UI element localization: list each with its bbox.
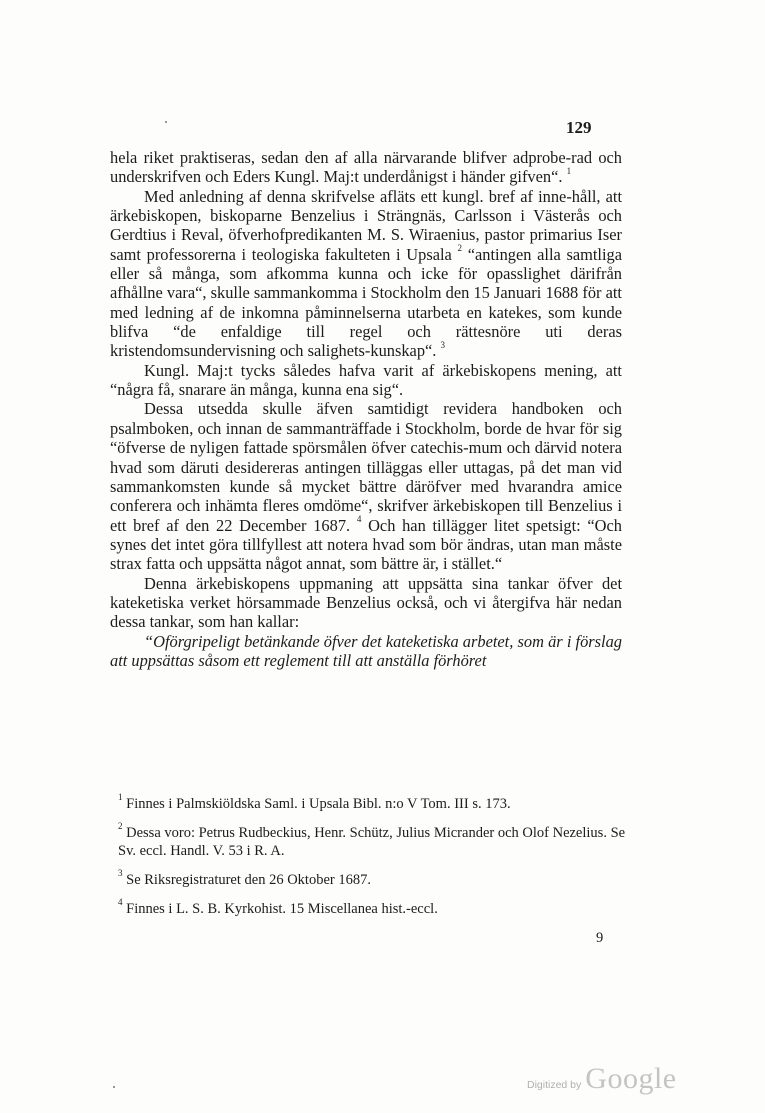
footnote-mark: 1 (118, 792, 123, 803)
google-logo: Google (585, 1062, 677, 1095)
paragraph-4 (110, 399, 622, 573)
speck (165, 121, 167, 123)
paragraph-5 (110, 574, 622, 632)
paragraph-4-tail: Och han tillägger litet spetsigt: “Och synes det intet göra tillfyllest att notera hvad som bör ändras, utan man måste strax fatta och uppsätta något annat, som bättre är, i stället.“ (110, 515, 622, 574)
footnote-4 (110, 897, 630, 918)
page-number: 129 (566, 118, 592, 137)
digitized-watermark (527, 1062, 677, 1096)
body-text (110, 148, 622, 670)
footnote-ref-4: 4 (356, 514, 362, 525)
footnote-mark: 4 (118, 897, 123, 908)
paragraph-4-text: Dessa utsedda skulle äfven samtidigt revidera handboken och psalmboken, och innan de sammanträffade i Stockholm, borde de hvar för sig “öfverse de nyligen fattade spörsmålen öfver catechis-mum och därvid notera hvad som däruti desidereras antingen tilläggas eller uttagas, på det man vid sammankomsten kunde så mycket bättre däröfver med hvarandra amice conferera och inhämta fleres omdöme“, skrifver ärkebiskopen till Benzelius i ett bref af den 22 December 1687. (110, 399, 622, 535)
quote-title: “Oförgripeligt betänkande öfver det kateketiska arbetet, som är i förslag att uppsättas såsom ett reglement till att anställa förhöret (110, 631, 622, 670)
footnote-ref-2: 2 (457, 243, 463, 254)
footnote-3 (110, 868, 630, 889)
paragraph-3-text: Kungl. Maj:t tycks således hafva varit af ärkebiskopens mening, att “några få, snarare än många, kunna ena sig“. (110, 360, 622, 400)
paragraph-5-text: Denna ärkebiskopens uppmaning att uppsätta sina tankar öfver det kateketiska verket hörsammade Benzelius också, och vi återgifva här nedan dessa tankar, som han kallar: (110, 573, 622, 632)
footnote-text: Se Riksregistraturet den 26 Oktober 1687. (126, 872, 371, 888)
signature-mark: 9 (596, 930, 604, 946)
paragraph-1 (110, 148, 622, 187)
watermark-prefix: Digitized by (527, 1079, 582, 1091)
footnote-mark: 3 (118, 868, 123, 879)
paragraph-2-text: Med anledning af denna skrifvelse afläts ett kungl. bref af inne-håll, att ärkebiskopen, biskoparne Benzelius i Strängnäs, Carlsson i Västerås och Gerdtius i Reval, öfverhofpredikanten M. S. Wiraenius, pastor primarius Iser samt professorerna i teologiska fakulteten i Upsala (110, 186, 622, 264)
paragraph-2 (110, 187, 622, 361)
footnote-ref-3: 3 (440, 339, 446, 350)
paragraph-2-tail: “antingen alla samtliga eller så många, som afkomma kunna och icke för opasslighet därifrån afhållne vara“, skulle sammankomma i Stockholm den 15 Januari 1688 för att med ledning af de inkomna påminnelserna utarbeta en katekes, som kunde blifva “de enfaldige till regel och rättesnöre uti deras kristendomsundervisning och salighets-kunskap“. (110, 244, 623, 361)
footnote-1 (110, 792, 630, 813)
footnotes (110, 792, 630, 929)
speck (113, 1086, 115, 1088)
footnote-mark: 2 (118, 821, 123, 832)
footnote-2 (110, 821, 630, 860)
footnote-text: Dessa voro: Petrus Rudbeckius, Henr. Schütz, Julius Micrander och Olof Nezelius. Se Sv. eccl. Handl. V. 53 i R. A. (118, 825, 626, 859)
footnote-text: Finnes i Palmskiöldska Saml. i Upsala Bibl. n:o V Tom. III s. 173. (126, 796, 511, 812)
paragraph-3 (110, 361, 622, 400)
paragraph-1-text: hela riket praktiseras, sedan den af alla närvarande blifver adprobe-rad och underskrifven och Eders Kungl. Maj:t underdånigst i händer gifven“. (110, 148, 622, 187)
footnote-text: Finnes i L. S. B. Kyrkohist. 15 Miscellanea hist.-eccl. (126, 901, 438, 917)
footnote-ref-1: 1 (566, 165, 572, 176)
